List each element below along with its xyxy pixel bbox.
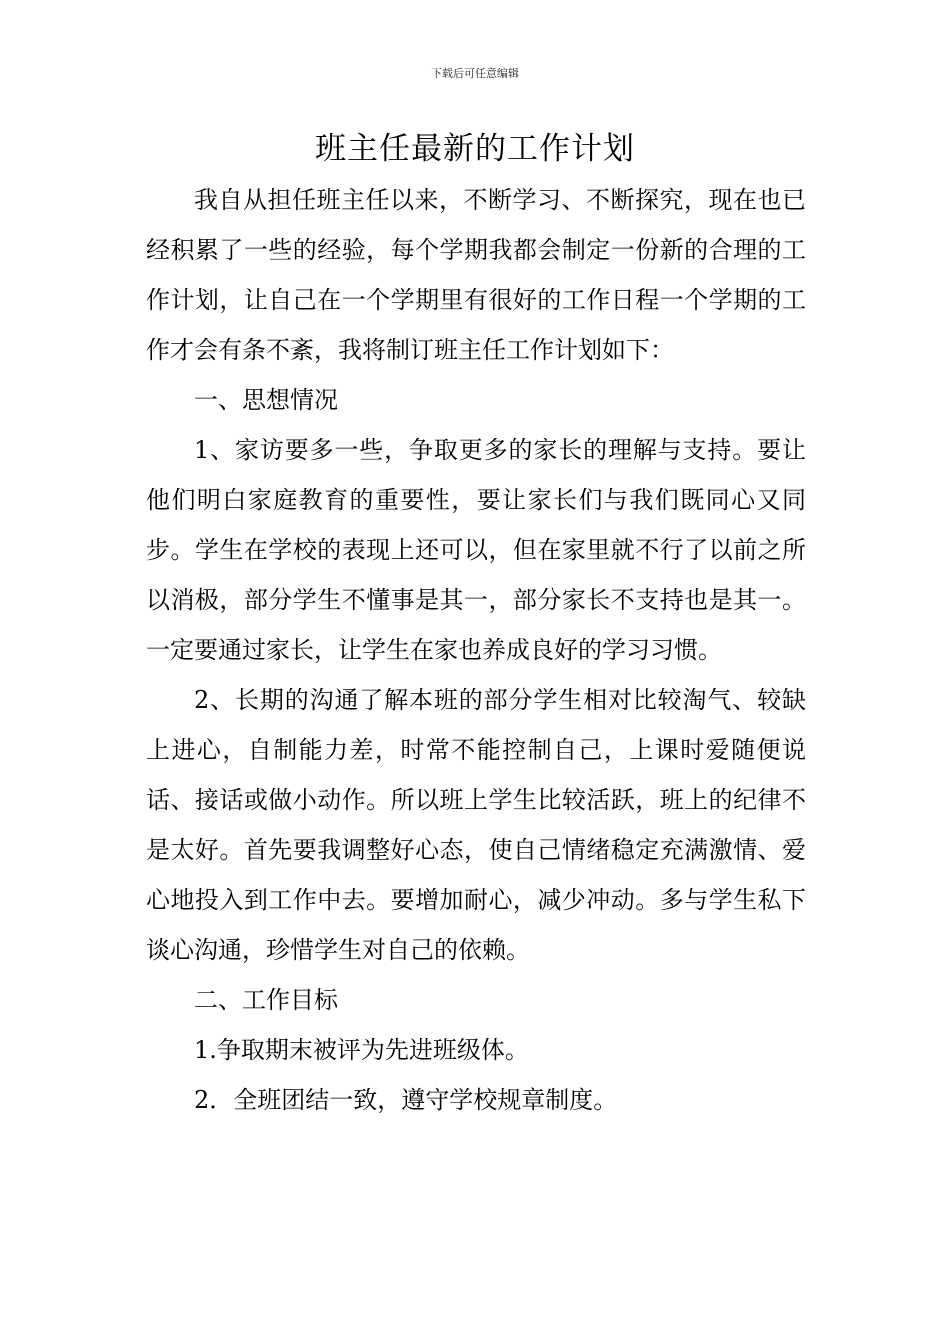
paragraph-item-1: 1、家访要多一些，争取更多的家长的理解与支持。要让他们明白家庭教育的重要性，要让家长们与我们既同心又同步。学生在学校的表现上还可以，但在家里就不行了以前之所以消极，部分学生不懂事是其一，部分家长不支持也是其一。一定要通过家长，让学生在家也养成良好的学习习惯。 <box>146 436 806 664</box>
document-body <box>146 175 806 1125</box>
header-note: 下载后可任意编辑 <box>431 67 519 80</box>
section-heading-goals: 二、工作目标 <box>194 986 338 1014</box>
document-title: 班主任最新的工作计划 <box>315 131 635 167</box>
goal-item-1: 1.争取期末被评为先进班级体。 <box>194 1036 529 1064</box>
paragraph-intro: 我自从担任班主任以来，不断学习、不断探究，现在也已经积累了一些的经验，每个学期我都会制定一份新的合理的工作计划，让自己在一个学期里有很好的工作日程一个学期的工作才会有条不紊，我将制订班主任工作计划如下： <box>146 186 806 364</box>
paragraph-item-2: 2、长期的沟通了解本班的部分学生相对比较淘气、较缺上进心，自制能力差，时常不能控制自己，上课时爱随便说话、接话或做小动作。所以班上学生比较活跃，班上的纪律不是太好。首先要我调整好心态，使自己情绪稳定充满激情、爱心地投入到工作中去。要增加耐心，减少冲动。多与学生私下谈心沟通，珍惜学生对自己的依赖。 <box>146 686 806 964</box>
goal-item-2: 2．全班团结一致，遵守学校规章制度。 <box>194 1086 618 1114</box>
section-heading-thoughts: 一、思想情况 <box>194 386 338 414</box>
